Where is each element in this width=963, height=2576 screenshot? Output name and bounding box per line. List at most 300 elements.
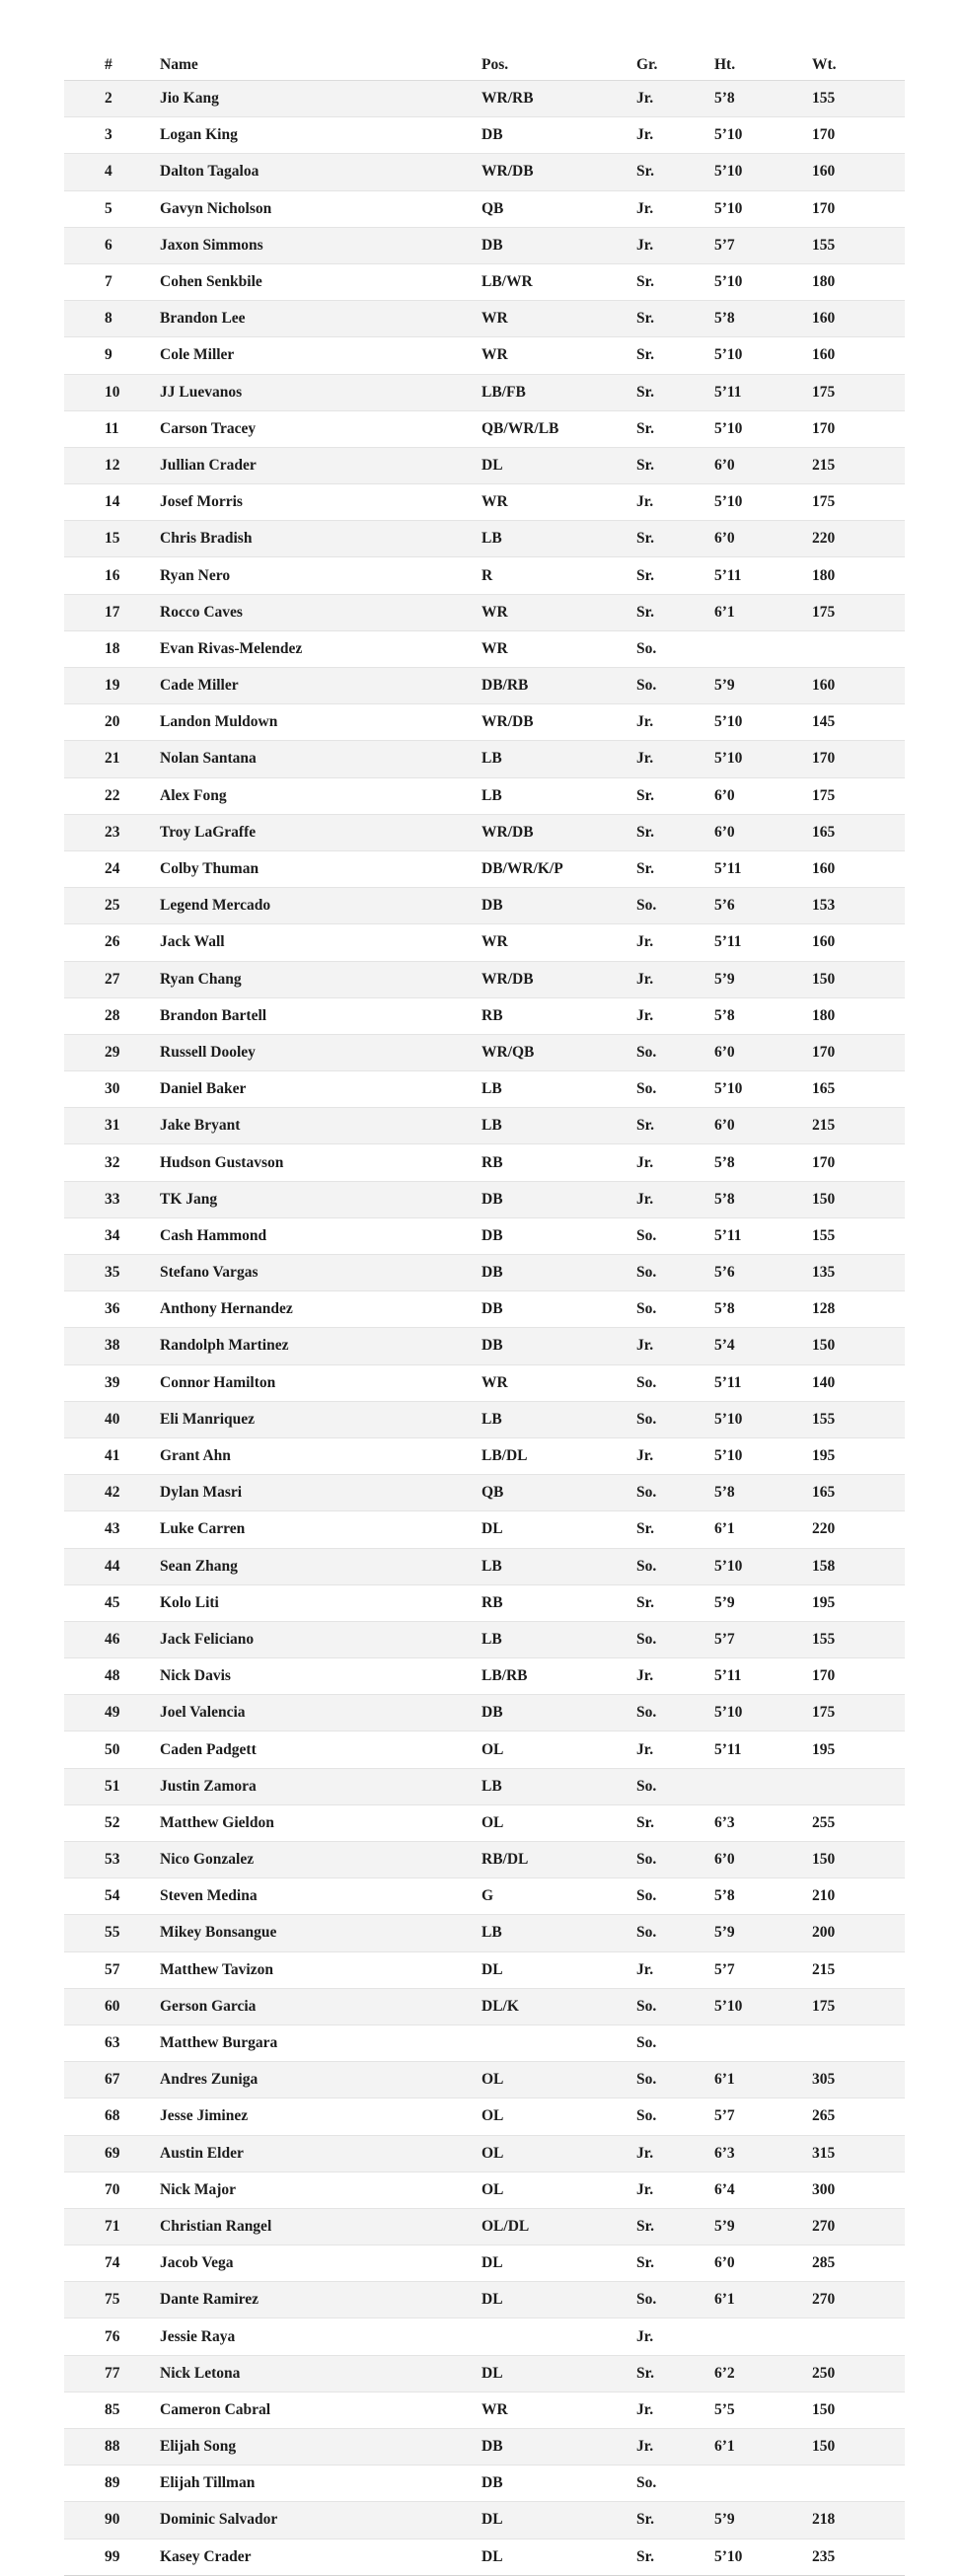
table-row (64, 1695, 905, 1731)
position-cell: OL (482, 2107, 504, 2125)
height-cell: 5’10 (714, 750, 743, 768)
jersey-number-cell: 33 (105, 1190, 120, 1208)
position-cell: OL (482, 2144, 504, 2162)
weight-cell: 155 (812, 1226, 836, 1244)
grade-cell: Jr. (636, 126, 654, 144)
table-row (64, 2208, 905, 2245)
height-cell: 5’8 (714, 90, 735, 108)
jersey-number-cell: 6 (105, 236, 112, 254)
player-name-cell: Nick Davis (160, 1667, 231, 1685)
weight-cell: 150 (812, 1851, 836, 1869)
grade-cell: Sr. (636, 860, 654, 878)
position-cell: DB (482, 236, 503, 254)
position-cell: DB/WR/K/P (482, 860, 563, 878)
table-row (64, 117, 905, 154)
player-name-cell: Legend Mercado (160, 897, 271, 915)
grade-cell: So. (636, 1226, 657, 1244)
height-cell (714, 2318, 812, 2355)
table-row (64, 1217, 905, 1254)
grade-cell: Jr. (636, 970, 654, 988)
weight-cell: 255 (812, 1813, 836, 1831)
jersey-number-cell: 76 (105, 2327, 120, 2345)
table-row (64, 2282, 905, 2318)
jersey-number-cell: 71 (105, 2217, 120, 2235)
grade-cell: Jr. (636, 236, 654, 254)
grade-cell: So. (636, 639, 657, 657)
height-cell: 6’1 (714, 2438, 735, 2456)
grade-cell: Sr. (636, 566, 654, 584)
position-cell: OL (482, 1740, 504, 1758)
height-cell: 5’10 (714, 493, 743, 511)
height-cell (714, 630, 812, 667)
player-name-cell: Jaxon Simmons (160, 236, 263, 254)
position-cell: DL (482, 2254, 503, 2272)
table-row (64, 1401, 905, 1437)
table-row (64, 1034, 905, 1070)
position-cell: DL (482, 2364, 503, 2382)
grade-cell: Jr. (636, 2180, 654, 2198)
position-cell: DB (482, 126, 503, 144)
grade-cell: So. (636, 1080, 657, 1098)
weight-cell: 170 (812, 1043, 836, 1061)
roster-table-head (64, 49, 905, 81)
position-cell: LB (482, 1410, 502, 1428)
position-cell: QB (482, 199, 504, 217)
position-cell: WR/QB (482, 1043, 535, 1061)
table-row (64, 741, 905, 777)
position-cell: DL (482, 2291, 503, 2309)
weight-cell: 165 (812, 1080, 836, 1098)
weight-cell: 195 (812, 1593, 836, 1611)
position-cell: WR (482, 2400, 508, 2418)
jersey-number-cell: 26 (105, 933, 120, 951)
height-cell: 5’10 (714, 1704, 743, 1722)
player-name-cell: Cameron Cabral (160, 2400, 271, 2418)
player-name-cell: Jack Feliciano (160, 1630, 255, 1648)
jersey-number-cell: 14 (105, 493, 120, 511)
table-row (64, 1364, 905, 1401)
weight-cell: 200 (812, 1924, 836, 1942)
table-row (64, 997, 905, 1034)
height-cell: 6’3 (714, 1813, 735, 1831)
weight-cell: 155 (812, 90, 836, 108)
height-cell: 5’8 (714, 1887, 735, 1905)
weight-cell: 300 (812, 2180, 836, 2198)
player-name-cell: Jessie Raya (160, 2327, 236, 2345)
grade-cell: Jr. (636, 713, 654, 731)
height-cell: 5’7 (714, 236, 735, 254)
jersey-number-cell: 22 (105, 786, 120, 804)
position-cell: DL/K (482, 1997, 519, 2015)
player-name-cell: Sean Zhang (160, 1557, 238, 1575)
player-name-cell: Nico Gonzalez (160, 1851, 255, 1869)
column-header-weight: Wt. (812, 55, 837, 73)
height-cell: 6’0 (714, 530, 735, 548)
grade-cell: So. (636, 1630, 657, 1648)
height-cell: 5’11 (714, 1740, 742, 1758)
grade-cell: Jr. (636, 1740, 654, 1758)
weight-cell: 170 (812, 750, 836, 768)
grade-cell: Jr. (636, 750, 654, 768)
player-name-cell: Ryan Chang (160, 970, 242, 988)
jersey-number-cell: 5 (105, 199, 112, 217)
height-cell: 6’1 (714, 2071, 735, 2089)
position-cell: LB/DL (482, 1447, 528, 1465)
weight-cell: 215 (812, 1960, 836, 1978)
grade-cell: So. (636, 1300, 657, 1318)
jersey-number-cell: 3 (105, 126, 112, 144)
table-row (64, 961, 905, 997)
jersey-number-cell: 68 (105, 2107, 120, 2125)
height-cell: 5’10 (714, 2547, 743, 2565)
weight-cell (812, 2466, 905, 2502)
position-cell (482, 2318, 636, 2355)
table-row (64, 1255, 905, 1291)
player-name-cell: Nick Major (160, 2180, 237, 2198)
player-name-cell: Jio Kang (160, 90, 219, 108)
position-cell: LB (482, 1080, 502, 1098)
position-cell: QB/WR/LB (482, 419, 559, 437)
position-cell: DB (482, 1264, 503, 1282)
table-row (64, 557, 905, 594)
jersey-number-cell: 27 (105, 970, 120, 988)
jersey-number-cell: 25 (105, 897, 120, 915)
grade-cell: So. (636, 2071, 657, 2089)
height-cell: 5’7 (714, 1960, 735, 1978)
jersey-number-cell: 32 (105, 1153, 120, 1171)
grade-cell: Sr. (636, 2364, 654, 2382)
table-row (64, 190, 905, 227)
table-row (64, 1071, 905, 1108)
jersey-number-cell: 74 (105, 2254, 120, 2272)
player-name-cell: Connor Hamilton (160, 1373, 276, 1391)
player-name-cell: Jullian Crader (160, 456, 257, 474)
jersey-number-cell: 15 (105, 530, 120, 548)
player-name-cell: Josef Morris (160, 493, 243, 511)
table-header-row (64, 49, 905, 81)
position-cell: DB (482, 1704, 503, 1722)
jersey-number-cell: 40 (105, 1410, 120, 1428)
height-cell: 5’11 (714, 1373, 742, 1391)
player-name-cell: Steven Medina (160, 1887, 258, 1905)
position-cell: LB (482, 1777, 502, 1795)
player-name-cell: Troy LaGraffe (160, 823, 257, 841)
player-name-cell: Andres Zuniga (160, 2071, 259, 2089)
player-name-cell: Cade Miller (160, 677, 239, 695)
table-row (64, 1878, 905, 1915)
position-cell: DL (482, 1520, 503, 1538)
jersey-number-cell: 36 (105, 1300, 120, 1318)
column-header-grade: Gr. (636, 55, 658, 73)
jersey-number-cell: 42 (105, 1484, 120, 1502)
height-cell: 5’10 (714, 126, 743, 144)
height-cell (714, 2024, 812, 2061)
weight-cell: 215 (812, 456, 836, 474)
jersey-number-cell: 69 (105, 2144, 120, 2162)
weight-cell (812, 2024, 905, 2061)
grade-cell: Sr. (636, 2254, 654, 2272)
height-cell: 5’11 (714, 566, 742, 584)
column-header-height: Ht. (714, 55, 736, 73)
roster-table (64, 49, 905, 2576)
weight-cell: 175 (812, 493, 836, 511)
table-row (64, 1144, 905, 1181)
table-row (64, 2466, 905, 2502)
table-row (64, 1951, 905, 1988)
weight-cell: 170 (812, 1153, 836, 1171)
jersey-number-cell: 50 (105, 1740, 120, 1758)
player-name-cell: Gerson Garcia (160, 1997, 257, 2015)
height-cell: 6’4 (714, 2180, 735, 2198)
height-cell: 6’0 (714, 823, 735, 841)
position-cell: OL (482, 2071, 504, 2089)
weight-cell: 153 (812, 897, 836, 915)
table-row (64, 410, 905, 447)
position-cell: DB (482, 2438, 503, 2456)
player-name-cell: Jack Wall (160, 933, 225, 951)
weight-cell: 140 (812, 1373, 836, 1391)
position-cell: WR/DB (482, 970, 534, 988)
table-row (64, 1915, 905, 1951)
grade-cell: Sr. (636, 2217, 654, 2235)
position-cell: LB (482, 750, 502, 768)
grade-cell: Sr. (636, 310, 654, 328)
player-name-cell: Jake Bryant (160, 1117, 241, 1135)
jersey-number-cell: 55 (105, 1924, 120, 1942)
position-cell: LB (482, 786, 502, 804)
grade-cell: So. (636, 1410, 657, 1428)
grade-cell: Jr. (636, 2327, 654, 2345)
height-cell: 5’10 (714, 713, 743, 731)
weight-cell: 220 (812, 1520, 836, 1538)
height-cell: 6’2 (714, 2364, 735, 2382)
jersey-number-cell: 89 (105, 2474, 120, 2492)
grade-cell: So. (636, 2034, 657, 2052)
position-cell: DB (482, 2474, 503, 2492)
player-name-cell: Rocco Caves (160, 603, 243, 621)
table-row (64, 2135, 905, 2171)
height-cell: 5’10 (714, 1997, 743, 2015)
table-row (64, 1548, 905, 1584)
player-name-cell: Dominic Salvador (160, 2511, 278, 2529)
player-name-cell: Matthew Tavizon (160, 1960, 273, 1978)
grade-cell: So. (636, 677, 657, 695)
weight-cell: 270 (812, 2217, 836, 2235)
grade-cell: Sr. (636, 456, 654, 474)
table-row (64, 374, 905, 410)
jersey-number-cell: 85 (105, 2400, 120, 2418)
player-name-cell: Russell Dooley (160, 1043, 256, 1061)
jersey-number-cell: 8 (105, 310, 112, 328)
height-cell: 5’11 (714, 1226, 742, 1244)
table-row (64, 337, 905, 374)
jersey-number-cell: 46 (105, 1630, 120, 1648)
grade-cell: Jr. (636, 1960, 654, 1978)
player-name-cell: Brandon Bartell (160, 1006, 267, 1024)
height-cell: 6’0 (714, 1117, 735, 1135)
jersey-number-cell: 17 (105, 603, 120, 621)
position-cell: LB/FB (482, 383, 526, 401)
weight-cell: 305 (812, 2071, 836, 2089)
grade-cell: So. (636, 1777, 657, 1795)
height-cell: 6’0 (714, 456, 735, 474)
grade-cell: Jr. (636, 1667, 654, 1685)
table-row (64, 1328, 905, 1364)
table-row (64, 594, 905, 630)
weight-cell: 170 (812, 1667, 836, 1685)
height-cell: 5’9 (714, 2511, 735, 2529)
weight-cell: 150 (812, 2400, 836, 2418)
weight-cell: 150 (812, 1190, 836, 1208)
table-row (64, 1768, 905, 1804)
weight-cell: 175 (812, 1704, 836, 1722)
grade-cell: Sr. (636, 1593, 654, 1611)
player-name-cell: Caden Padgett (160, 1740, 257, 1758)
player-name-cell: Matthew Burgara (160, 2034, 278, 2052)
player-name-cell: Daniel Baker (160, 1080, 247, 1098)
position-cell: DL (482, 2511, 503, 2529)
weight-cell: 170 (812, 126, 836, 144)
grade-cell: Sr. (636, 1117, 654, 1135)
grade-cell: So. (636, 1373, 657, 1391)
weight-cell: 160 (812, 933, 836, 951)
table-row (64, 1437, 905, 1474)
grade-cell: So. (636, 1484, 657, 1502)
position-cell: WR (482, 603, 508, 621)
height-cell: 6’0 (714, 1043, 735, 1061)
jersey-number-cell: 60 (105, 1997, 120, 2015)
weight-cell (812, 1768, 905, 1804)
grade-cell: Jr. (636, 1337, 654, 1355)
table-row (64, 81, 905, 117)
grade-cell: So. (636, 1851, 657, 1869)
weight-cell: 155 (812, 1410, 836, 1428)
position-cell: WR (482, 493, 508, 511)
player-name-cell: Elijah Tillman (160, 2474, 256, 2492)
jersey-number-cell: 12 (105, 456, 120, 474)
height-cell: 5’8 (714, 1190, 735, 1208)
grade-cell: Jr. (636, 1006, 654, 1024)
grade-cell: So. (636, 1997, 657, 2015)
jersey-number-cell: 41 (105, 1447, 120, 1465)
weight-cell: 180 (812, 566, 836, 584)
weight-cell: 165 (812, 1484, 836, 1502)
grade-cell: Jr. (636, 2144, 654, 2162)
grade-cell: Jr. (636, 2400, 654, 2418)
grade-cell: Sr. (636, 823, 654, 841)
height-cell: 5’11 (714, 1667, 742, 1685)
table-row (64, 1291, 905, 1328)
player-name-cell: Jacob Vega (160, 2254, 234, 2272)
grade-cell: Sr. (636, 786, 654, 804)
jersey-number-cell: 18 (105, 639, 120, 657)
grade-cell: Sr. (636, 1813, 654, 1831)
grade-cell: So. (636, 2474, 657, 2492)
player-name-cell: Cash Hammond (160, 1226, 267, 1244)
player-name-cell: Ryan Nero (160, 566, 231, 584)
grade-cell: So. (636, 1043, 657, 1061)
jersey-number-cell: 4 (105, 163, 112, 181)
table-row (64, 447, 905, 483)
position-cell: WR (482, 310, 508, 328)
weight-cell: 175 (812, 1997, 836, 2015)
weight-cell (812, 2318, 905, 2355)
height-cell: 6’1 (714, 2291, 735, 2309)
grade-cell: Sr. (636, 383, 654, 401)
weight-cell: 235 (812, 2547, 836, 2565)
table-row (64, 2245, 905, 2282)
jersey-number-cell: 28 (105, 1006, 120, 1024)
position-cell: LB (482, 530, 502, 548)
player-name-cell: Randolph Martinez (160, 1337, 289, 1355)
position-cell (482, 2024, 636, 2061)
player-name-cell: TK Jang (160, 1190, 218, 1208)
height-cell: 5’10 (714, 419, 743, 437)
weight-cell: 160 (812, 860, 836, 878)
weight-cell: 210 (812, 1887, 836, 1905)
height-cell: 5’10 (714, 346, 743, 364)
jersey-number-cell: 48 (105, 1667, 120, 1685)
player-name-cell: Matthew Gieldon (160, 1813, 274, 1831)
weight-cell: 128 (812, 1300, 836, 1318)
jersey-number-cell: 51 (105, 1777, 120, 1795)
position-cell: OL/DL (482, 2217, 530, 2235)
grade-cell: Sr. (636, 346, 654, 364)
position-cell: DB (482, 1300, 503, 1318)
table-row (64, 1108, 905, 1144)
table-row (64, 1804, 905, 1841)
table-row (64, 630, 905, 667)
height-cell: 6’0 (714, 2254, 735, 2272)
weight-cell: 145 (812, 713, 836, 731)
position-cell: RB/DL (482, 1851, 529, 1869)
grade-cell: Sr. (636, 1520, 654, 1538)
jersey-number-cell: 49 (105, 1704, 120, 1722)
player-name-cell: JJ Luevanos (160, 383, 243, 401)
player-name-cell: Hudson Gustavson (160, 1153, 284, 1171)
jersey-number-cell: 77 (105, 2364, 120, 2382)
height-cell: 5’11 (714, 860, 742, 878)
table-row (64, 1988, 905, 2024)
weight-cell: 150 (812, 970, 836, 988)
roster-table-body (64, 81, 905, 2576)
jersey-number-cell: 35 (105, 1264, 120, 1282)
player-name-cell: Luke Carren (160, 1520, 246, 1538)
position-cell: LB (482, 1557, 502, 1575)
jersey-number-cell: 23 (105, 823, 120, 841)
jersey-number-cell: 88 (105, 2438, 120, 2456)
table-row (64, 154, 905, 190)
table-row (64, 1181, 905, 1217)
table-row (64, 924, 905, 961)
position-cell: DL (482, 2547, 503, 2565)
weight-cell: 218 (812, 2511, 836, 2529)
table-row (64, 1658, 905, 1695)
player-name-cell: Kolo Liti (160, 1593, 219, 1611)
jersey-number-cell: 20 (105, 713, 120, 731)
player-name-cell: Austin Elder (160, 2144, 244, 2162)
player-name-cell: Nick Letona (160, 2364, 241, 2382)
player-name-cell: Stefano Vargas (160, 1264, 259, 1282)
player-name-cell: Alex Fong (160, 786, 227, 804)
grade-cell: Sr. (636, 273, 654, 291)
height-cell: 5’10 (714, 199, 743, 217)
height-cell (714, 2466, 812, 2502)
position-cell: LB/RB (482, 1667, 528, 1685)
player-name-cell: Grant Ahn (160, 1447, 231, 1465)
weight-cell: 265 (812, 2107, 836, 2125)
player-name-cell: Nolan Santana (160, 750, 257, 768)
